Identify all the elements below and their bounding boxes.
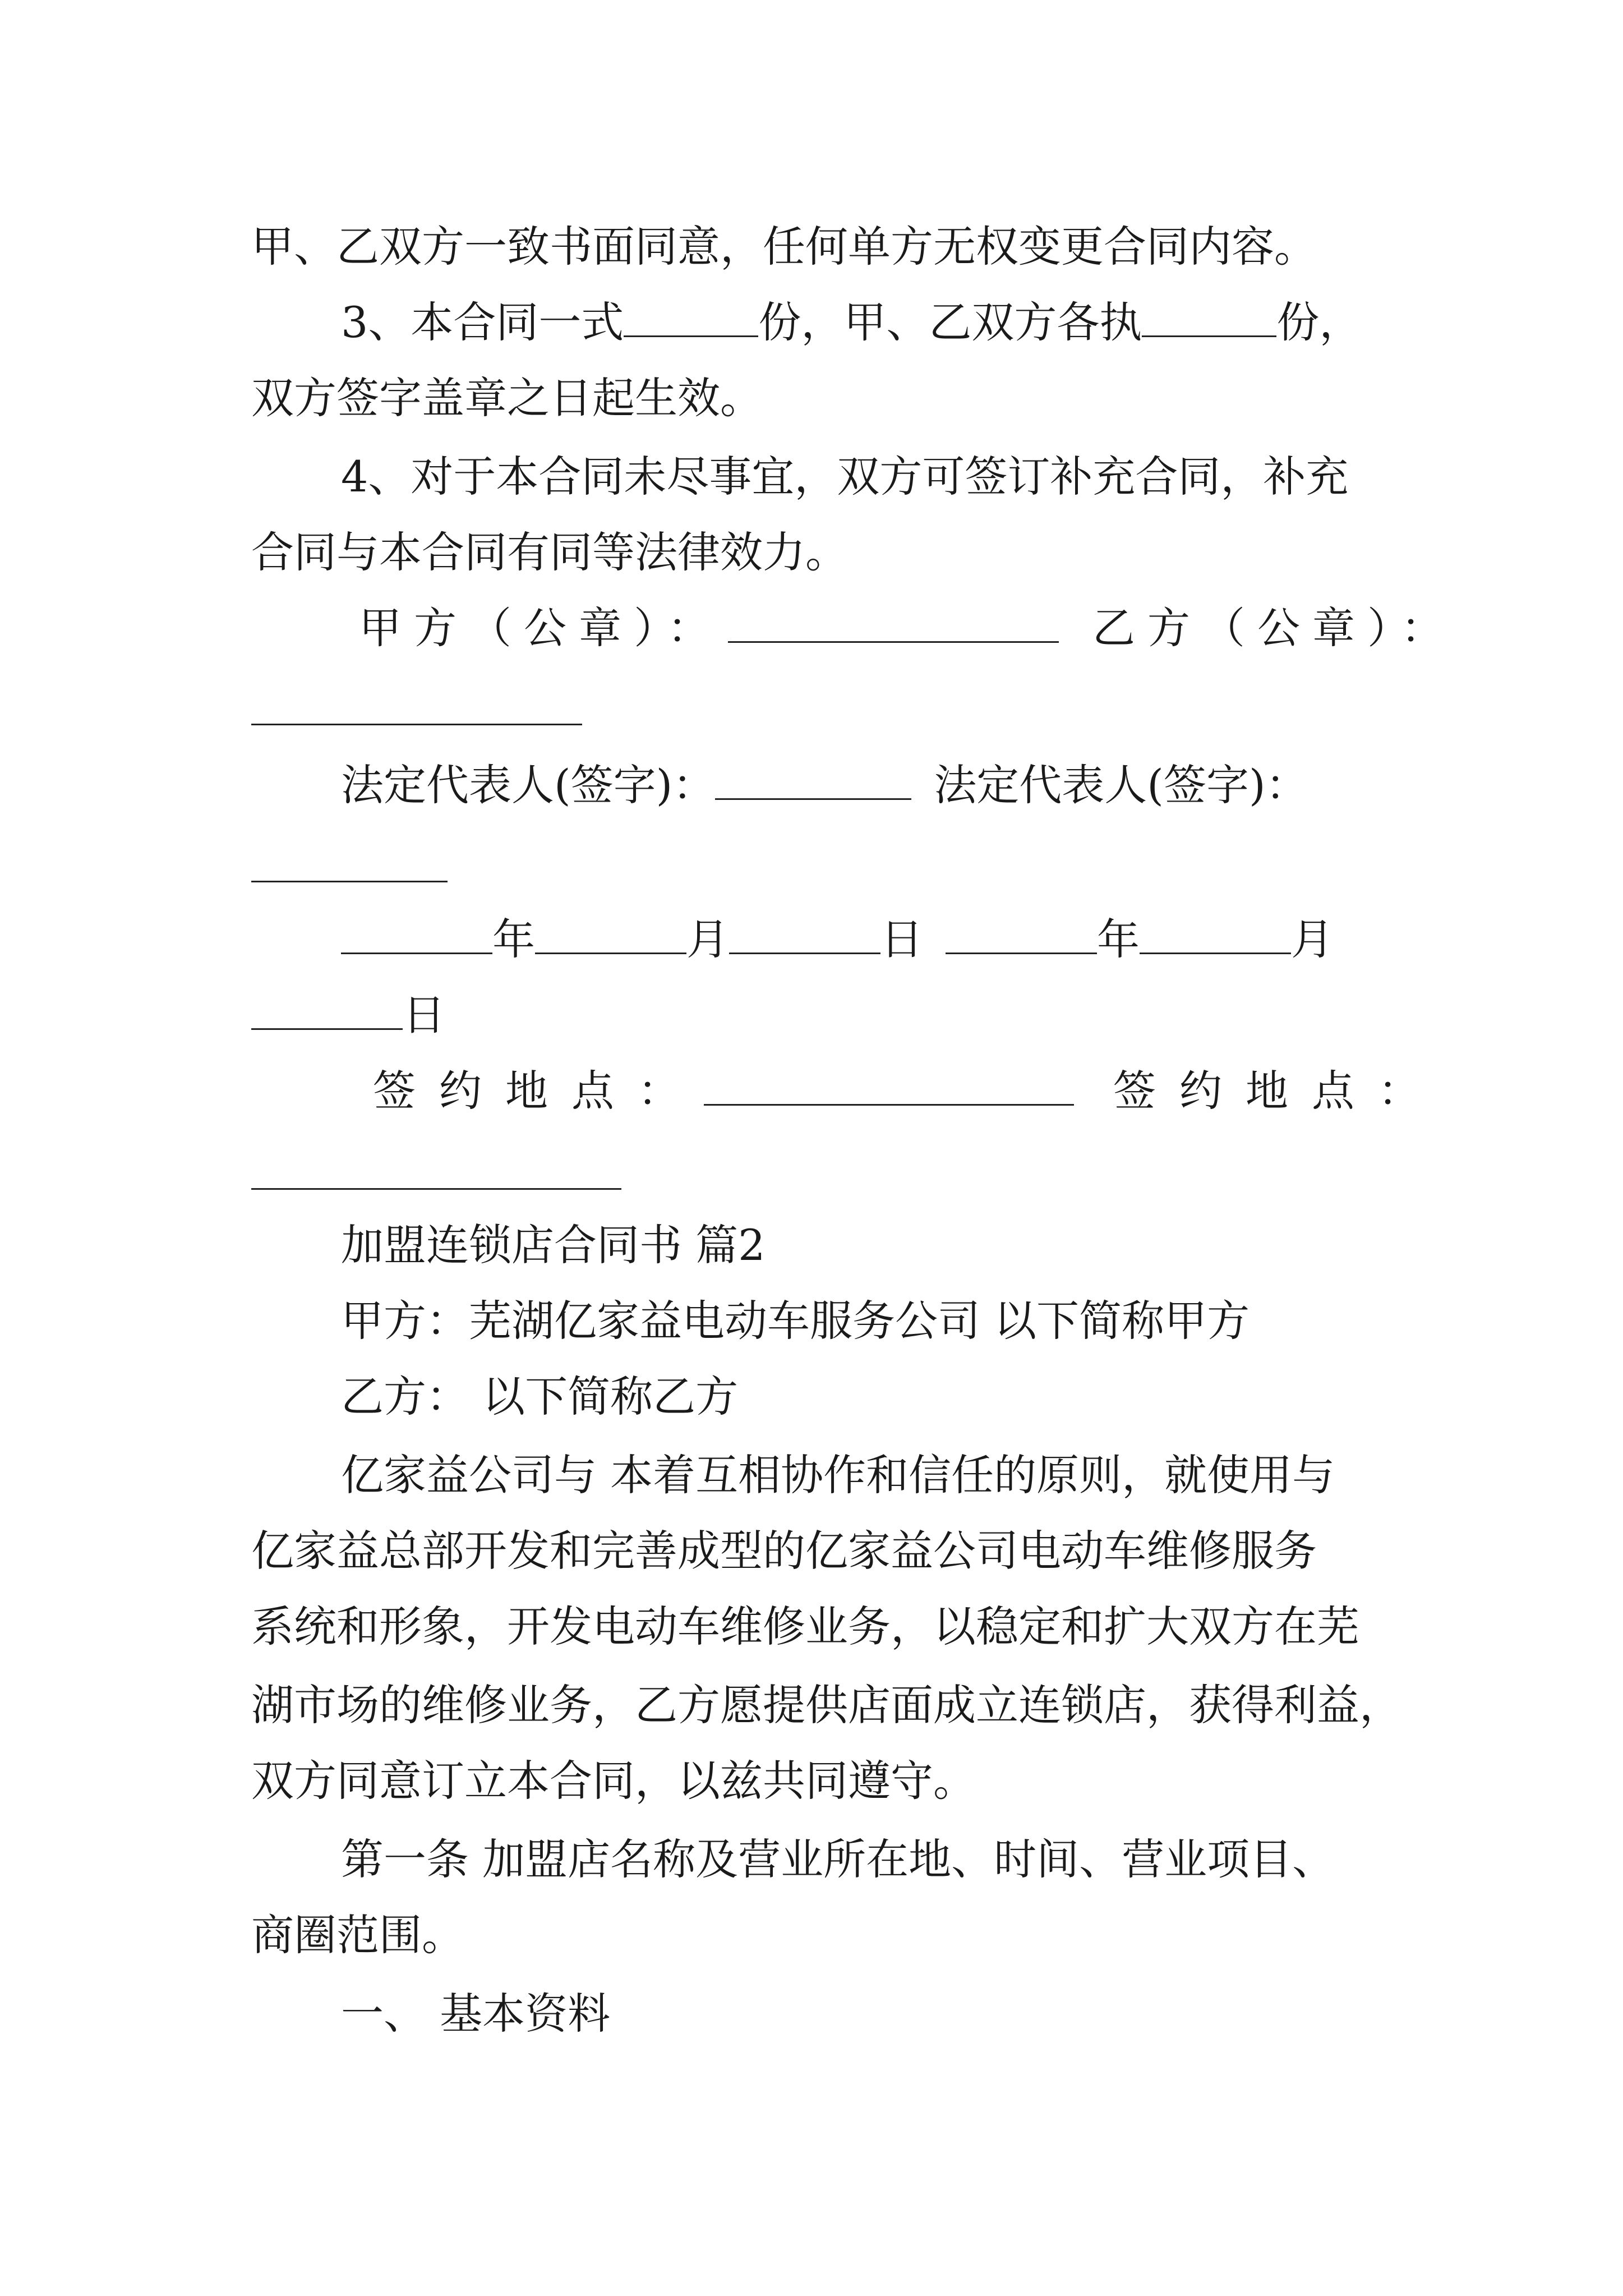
paragraph-line: 湖市场的维修业务，乙方愿提供店面成立连锁店，获得利益， [251,1680,1402,1730]
paragraph-line: 亿家益总部开发和完善成型的亿家益公司电动车维修服务 [251,1526,1317,1576]
blank-month-a [535,915,686,954]
article-1-line-cont: 商圈范围。 [251,1910,464,1960]
blank-sign-place-a [704,1067,1074,1106]
party-a-line: 甲方：芜湖亿家益电动车服务公司 以下简称甲方 [341,1296,1250,1346]
party-b-seal-label: 乙方（公章）： [1092,603,1456,653]
blank-day-b [251,991,403,1030]
blank-year-a [341,915,492,954]
legal-rep-line: 法定代表人(签字)： 法定代表人(签字)： [341,760,1308,810]
blank-legal-rep-a [715,761,911,800]
blank-sign-place-b [251,1188,621,1190]
text-line: 双方签字盖章之日起生效。 [251,373,763,423]
sign-place-b-label: 签约地点： [1113,1066,1444,1116]
sign-place-a-label: 签约地点： [373,1066,704,1116]
blank-year-b [946,915,1097,954]
date-line: 年 月 日 年 月 [341,912,1378,968]
paragraph-line: 系统和形象，开发电动车维修业务，以稳定和扩大双方在芜 [251,1602,1359,1651]
blank-party-a-seal [728,604,1059,643]
article-1-line: 第一条 加盟店名称及营业所在地、时间、营业项目、 [341,1834,1335,1884]
date-line-cont: 日 [251,987,1378,1043]
text-line: 合同与本合同有同等法律效力。 [251,527,848,577]
basic-info-heading: 一、 基本资料 [341,1989,611,2039]
seal-line [359,600,1456,656]
paragraph-line: 双方同意订立本合同，以兹共同遵守。 [251,1756,976,1806]
party-a-seal-label: 甲方（公章）： [359,603,722,653]
blank-day-a [729,915,880,954]
blank-copies-total [624,298,758,337]
blank-legal-rep-b [251,881,448,882]
text-line: 甲、乙双方一致书面同意，任何单方无权变更合同内容。 [251,222,1317,272]
paragraph-line: 亿家益公司与 本着互相协作和信任的原则，就使用与 [341,1450,1335,1500]
section-title: 加盟连锁店合同书 篇2 [341,1220,766,1270]
blank-party-b-seal [251,724,582,725]
sign-place-line [373,1063,1444,1119]
text-line: 4、对于本合同未尽事宜，双方可签订补充合同，补充 [341,452,1349,501]
blank-copies-each [1142,298,1276,337]
party-b-line: 乙方： 以下简称乙方 [341,1372,739,1421]
blank-month-b [1140,915,1291,954]
copies-clause: 3、本合同一式 份，甲、乙双方各执 份， [341,297,1362,347]
